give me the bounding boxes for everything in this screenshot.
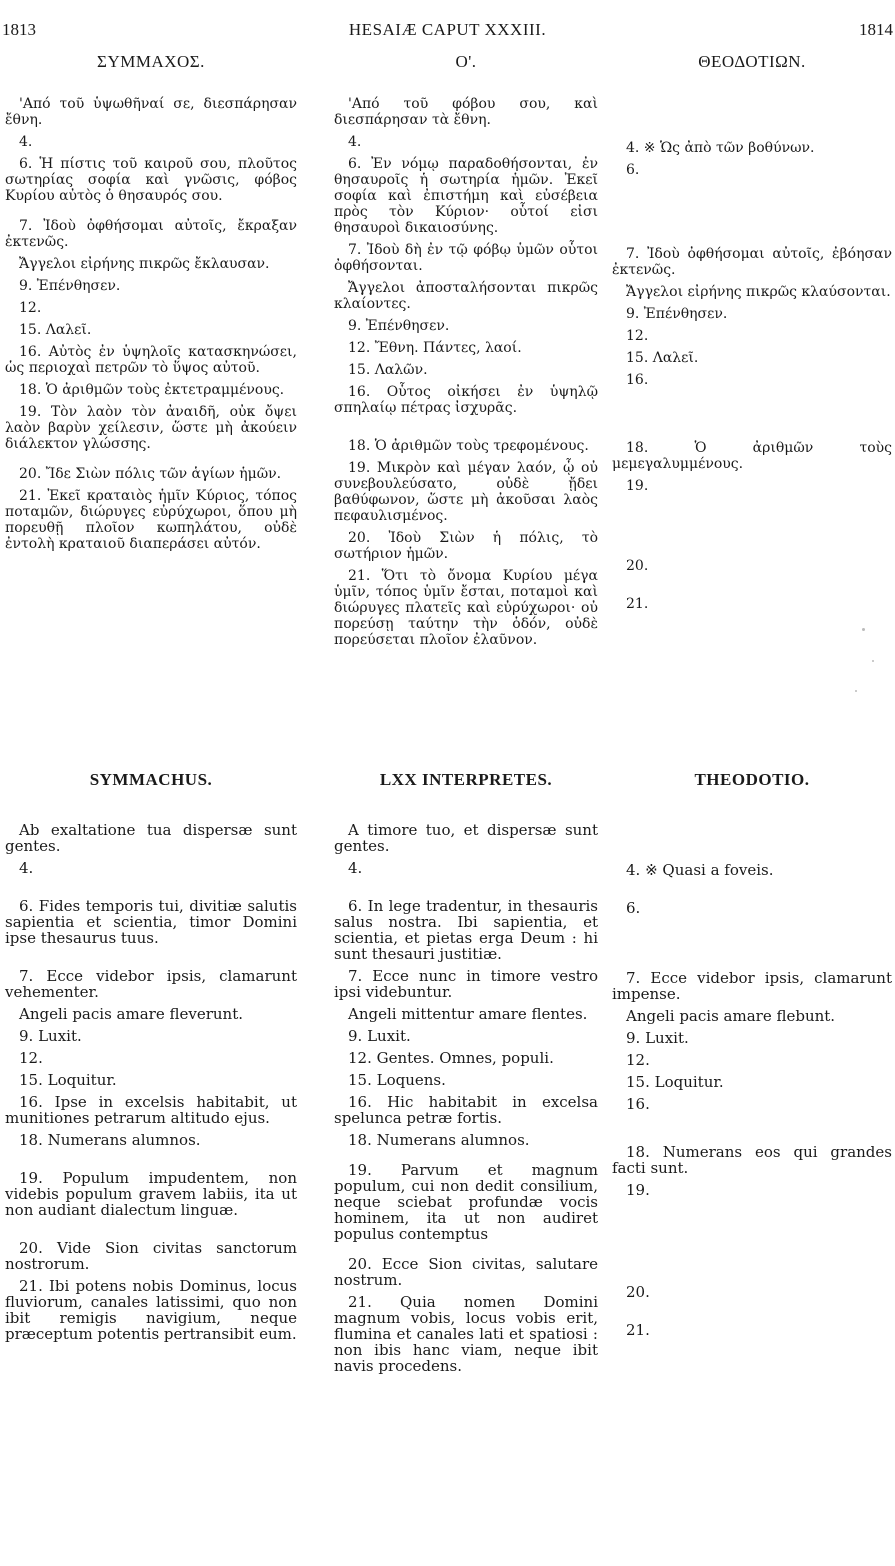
verse-entry: 4. ※ Ὡς ἀπὸ τῶν βοθύνων.: [626, 140, 815, 156]
verse-entry: Angeli mittentur amare flentes.: [348, 1005, 588, 1023]
verse-entry: 12.: [19, 300, 42, 316]
verse-entry: 21. Quia nomen Domini magnum vobis, locus vobis erit, flumina et canales lati et spatiosi : non ibis hanc viam, neque ibit navis procedens.: [334, 1293, 598, 1375]
verse-entry: 16. Hic habitabit in excelsa spelunca petræ fortis.: [334, 1093, 598, 1127]
verse-entry: 9. Luxit.: [348, 1027, 411, 1045]
verse-entry: 20. Ecce Sion civitas, salutare nostrum.: [334, 1255, 598, 1289]
column-heading: THEODOTIO.: [694, 770, 810, 789]
verse-entry: 18. Ὁ ἀριθμῶν τοὺς τρεφομένους.: [348, 438, 589, 454]
verse-entry: 4.: [348, 859, 363, 877]
verse-entry: 12. Gentes. Omnes, populi.: [348, 1049, 554, 1067]
verse-entry: 6. Ἐν νόμῳ παραδοθήσονται, ἐν θησαυροῖς ἡ σωτηρία ἡμῶν. Ἐκεῖ σοφία καὶ ἐπιστήμη καὶ εὐσέβεια πρὸς τὸν Κύριον· οὗτοί εἰσι θησαυροὶ δικαιοσύνης.: [334, 156, 598, 236]
verse-entry: 15. Loquens.: [348, 1071, 446, 1089]
verse-entry: 12.: [626, 1051, 650, 1069]
print-speck: [872, 660, 874, 662]
verse-entry: 21. Ἐκεῖ κραταιὸς ἡμῖν Κύριος, τόπος ποταμῶν, διώρυγες εὐρύχωροι, ὅπου μὴ πορευθῇ πλοῖον κωπηλάτου, οὐδὲ ἐντολὴ κραταιοῦ διαπεράσει αὐτόν.: [5, 488, 297, 552]
verse-entry: 6.: [626, 899, 641, 917]
verse-entry: 9. Ἐπένθησεν.: [348, 318, 450, 334]
running-head: [0, 20, 895, 46]
column-heading: ΘΕΟΔΟΤΙΩΝ.: [698, 52, 806, 71]
verse-entry: 4.: [19, 859, 34, 877]
verse-entry: 15. Loquitur.: [626, 1073, 724, 1091]
verse-entry: 12. Ἔθνη. Πάντες, λαοί.: [348, 340, 522, 356]
verse-entry: Ἄγγελοι εἰρήνης πικρῶς κλαύσονται.: [626, 284, 891, 300]
verse-entry: 7. Ἰδοὺ ὀφθήσομαι αὐτοῖς, ἔκραξαν ἐκτενῶς.: [5, 218, 297, 250]
verse-entry: 21. Ὅτι τὸ ὄνομα Κυρίου μέγα ὑμῖν, τόπος ὑμῖν ἔσται, ποταμοὶ καὶ διώρυγες πλατεῖς καὶ εὐρύχωροι· οὐ πορεύσῃ ταύτην τὴν ὁδόν, οὐδὲ πορεύσεται πλοῖον ἐλαῦνον.: [334, 568, 598, 648]
column-heading: LXX INTERPRETES.: [379, 770, 553, 789]
greek-section: [0, 52, 895, 752]
verse-entry: 20. Ἴδε Σιὼν πόλις τῶν ἁγίων ἡμῶν.: [19, 466, 282, 482]
column-heading: ΣΥΜΜΑΧΟΣ.: [97, 52, 205, 71]
verse-entry: 9. Ἐπένθησεν.: [19, 278, 121, 294]
column-symmachus-greek: [5, 52, 297, 558]
verse-entry: Ἄγγελοι ἀποσταλήσονται πικρῶς κλαίοντες.: [334, 280, 598, 312]
verse-entry: 7. Ecce nunc in timore vestro ipsi videbuntur.: [334, 967, 598, 1001]
verse-entry: 15. Λαλεῖ.: [19, 322, 92, 338]
verse-entry: 16. Ipse in excelsis habitabit, ut munitiones petrarum altitudo ejus.: [5, 1093, 297, 1127]
verse-entry: 7. Ἰδοὺ δὴ ἐν τῷ φόβῳ ὑμῶν οὗτοι ὀφθήσονται.: [334, 242, 598, 274]
verse-entry: 7. Ecce videbor ipsis, clamarunt impense.: [612, 969, 892, 1003]
column-theodotion-latin: [612, 770, 892, 1344]
verse-entry: 9. Ἐπένθησεν.: [626, 306, 728, 322]
verse-entry: 18. Numerans alumnos.: [19, 1131, 201, 1149]
latin-section: [0, 770, 895, 1490]
verse-entry: 6.: [626, 162, 640, 178]
verse-entry: 6. Ἡ πίστις τοῦ καιροῦ σου, πλοῦτος σωτηρίας σοφία καὶ γνῶσις, φόβος Κυρίου αὐτὸς ὁ θησαυρός σου.: [5, 156, 297, 204]
verse-entry: 19.: [626, 1181, 650, 1199]
verse-entry: 16.: [626, 372, 649, 388]
column-heading: Ο'.: [455, 52, 477, 71]
verse-entry: 18. Ὁ ἀριθμῶν τοὺς ἐκτετραμμένους.: [19, 382, 285, 398]
column-theodotion-greek: [612, 52, 892, 618]
verse-entry: 19. Τὸν λαὸν τὸν ἀναιδῆ, οὐκ ὄψει λαὸν βαρὺν χείλεσιν, ὥστε μὴ ἀκούειν διάλεκτον γλώσσης.: [5, 404, 297, 452]
verse-entry: 20.: [626, 558, 649, 574]
verse-entry: 15. Λαλεῖ.: [626, 350, 699, 366]
verse-entry: 9. Luxit.: [19, 1027, 82, 1045]
print-speck: [862, 628, 865, 631]
verse-entry: 21.: [626, 1321, 650, 1339]
verse-entry: 'Από τοῦ φόβου σου, καὶ διεσπάρησαν τὰ ἔθνη.: [334, 96, 598, 128]
verse-entry: 16. Αὐτὸς ἐν ὑψηλοῖς κατασκηνώσει, ὡς περιοχαὶ πετρῶν τὸ ὕψος αὐτοῦ.: [5, 344, 297, 376]
verse-entry: 20.: [626, 1283, 650, 1301]
verse-entry: 19. Parvum et magnum populum, cui non dedit consilium, neque sciebat profundæ vocis hominem, ita ut non audiret populus contemptus: [334, 1161, 598, 1243]
verse-entry: 7. Ἰδοὺ ὀφθήσομαι αὐτοῖς, ἐβόησαν ἐκτενῶς.: [612, 246, 892, 278]
page-number-left: 1813: [2, 20, 36, 39]
verse-entry: 7. Ecce videbor ipsis, clamarunt vehementer.: [5, 967, 297, 1001]
verse-entry: 21.: [626, 596, 649, 612]
verse-entry: 16. Οὗτος οἰκήσει ἐν ὑψηλῷ σπηλαίῳ πέτρας ἰσχυρᾶς.: [334, 384, 598, 416]
verse-entry: 4. ※ Quasi a foveis.: [626, 861, 774, 879]
verse-entry: 19. Populum impudentem, non videbis populum gravem labiis, ita ut non audiant dialectum linguæ.: [5, 1169, 297, 1219]
verse-entry: 4.: [19, 134, 33, 150]
print-speck: [855, 690, 857, 692]
verse-entry: 20. Vide Sion civitas sanctorum nostrorum.: [5, 1239, 297, 1273]
verse-entry: Ἄγγελοι εἰρήνης πικρῶς ἔκλαυσαν.: [19, 256, 270, 272]
verse-entry: 6. Fides temporis tui, divitiæ salutis sapientia et scientia, timor Domini ipse thesaurus tuus.: [5, 897, 297, 947]
verse-entry: 12.: [19, 1049, 43, 1067]
verse-entry: 'Από τοῦ ὑψωθῆναί σε, διεσπάρησαν ἔθνη.: [5, 96, 297, 128]
verse-entry: 18. Numerans eos qui grandes facti sunt.: [612, 1143, 892, 1177]
column-heading: SYMMACHUS.: [89, 770, 213, 789]
page-number-right: 1814: [859, 20, 893, 39]
verse-entry: 6. In lege tradentur, in thesauris salus nostra. Ibi sapientia, et scientia, et pietas erga Deum : hi sunt thesauri justitiæ.: [334, 897, 598, 963]
verse-entry: Angeli pacis amare flebunt.: [626, 1007, 836, 1025]
column-lxx-greek: [334, 52, 598, 654]
verse-entry: 16.: [626, 1095, 650, 1113]
verse-entry: Ab exaltatione tua dispersæ sunt gentes.: [5, 821, 297, 855]
verse-entry: 18. Ὁ ἀριθμῶν τοὺς μεμεγαλυμμένους.: [612, 440, 892, 472]
column-symmachus-latin: [5, 770, 297, 1348]
column-lxx-latin: [334, 770, 598, 1380]
verse-entry: 19. Μικρὸν καὶ μέγαν λαόν, ᾧ οὐ συνεβουλεύσατο, οὐδὲ ᾔδει βαθύφωνον, ὥστε μὴ ἀκοῦσαι λαὸς πεφαυλισμένος.: [334, 460, 598, 524]
verse-entry: 18. Numerans alumnos.: [348, 1131, 530, 1149]
verse-entry: 12.: [626, 328, 649, 344]
verse-entry: 15. Loquitur.: [19, 1071, 117, 1089]
page-title: HESAIÆ CAPUT XXXIII.: [348, 20, 547, 39]
verse-entry: 4.: [348, 134, 362, 150]
verse-entry: 19.: [626, 478, 649, 494]
verse-entry: 20. Ἰδοὺ Σιὼν ἡ πόλις, τὸ σωτήριον ἡμῶν.: [334, 530, 598, 562]
verse-entry: 15. Λαλῶν.: [348, 362, 428, 378]
verse-entry: Angeli pacis amare fleverunt.: [19, 1005, 243, 1023]
verse-entry: 21. Ibi potens nobis Dominus, locus fluviorum, canales latissimi, quo non ibit remigis navigium, neque præceptum potentis pertransibit eum.: [5, 1277, 297, 1343]
verse-entry: 9. Luxit.: [626, 1029, 689, 1047]
verse-entry: A timore tuo, et dispersæ sunt gentes.: [334, 821, 598, 855]
